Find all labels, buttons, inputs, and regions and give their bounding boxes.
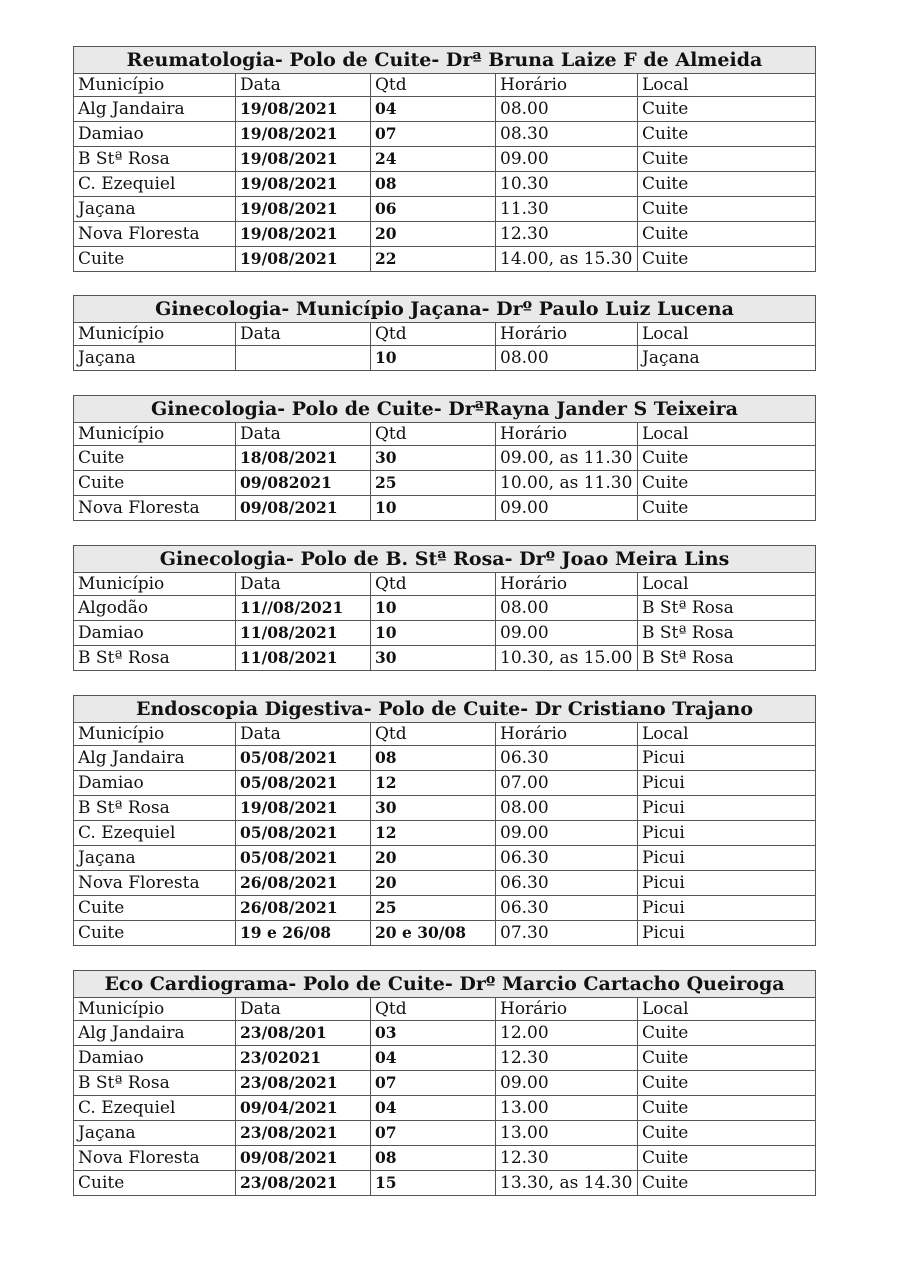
cell-horario: 12.30 xyxy=(496,222,638,247)
cell-local: Cuite xyxy=(638,1021,816,1046)
cell-municipio: Damiao xyxy=(74,771,236,796)
cell-municipio: B Stª Rosa xyxy=(74,147,236,172)
cell-local: Picui xyxy=(638,821,816,846)
table-row xyxy=(74,896,816,921)
column-header-local: Local xyxy=(638,573,816,596)
cell-data: 09/04/2021 xyxy=(236,1096,371,1121)
cell-data: 23/08/2021 xyxy=(236,1121,371,1146)
cell-municipio: Algodão xyxy=(74,596,236,621)
cell-municipio: Damiao xyxy=(74,122,236,147)
cell-local: Cuite xyxy=(638,1071,816,1096)
column-header-municipio: Município xyxy=(74,423,236,446)
cell-horario: 06.30 xyxy=(496,871,638,896)
schedule-document xyxy=(73,46,815,1196)
cell-data xyxy=(236,346,371,371)
cell-municipio: Alg Jandaira xyxy=(74,97,236,122)
table-row xyxy=(74,821,816,846)
cell-data: 18/08/2021 xyxy=(236,446,371,471)
table-title: Ginecologia- Polo de B. Stª Rosa- Drº Joao Meira Lins xyxy=(74,546,816,573)
column-header-data: Data xyxy=(236,998,371,1021)
cell-qtd: 30 xyxy=(371,796,496,821)
table-row xyxy=(74,921,816,946)
cell-horario: 13.00 xyxy=(496,1121,638,1146)
column-header-row xyxy=(74,998,816,1021)
cell-local: B Stª Rosa xyxy=(638,646,816,671)
cell-local: Cuite xyxy=(638,222,816,247)
cell-horario: 08.00 xyxy=(496,346,638,371)
cell-local: Cuite xyxy=(638,122,816,147)
column-header-horario: Horário xyxy=(496,323,638,346)
cell-municipio: C. Ezequiel xyxy=(74,172,236,197)
cell-horario: 09.00 xyxy=(496,821,638,846)
table-row xyxy=(74,796,816,821)
cell-qtd: 10 xyxy=(371,346,496,371)
cell-local: Picui xyxy=(638,896,816,921)
column-header-municipio: Município xyxy=(74,573,236,596)
cell-data: 23/08/2021 xyxy=(236,1071,371,1096)
cell-municipio: B Stª Rosa xyxy=(74,646,236,671)
table-row xyxy=(74,122,816,147)
cell-municipio: Nova Floresta xyxy=(74,1146,236,1171)
column-header-qtd: Qtd xyxy=(371,723,496,746)
column-header-horario: Horário xyxy=(496,423,638,446)
cell-horario: 06.30 xyxy=(496,746,638,771)
table-title-row xyxy=(74,546,816,573)
column-header-horario: Horário xyxy=(496,723,638,746)
table-row xyxy=(74,846,816,871)
cell-qtd: 10 xyxy=(371,496,496,521)
cell-horario: 06.30 xyxy=(496,846,638,871)
cell-local: Cuite xyxy=(638,147,816,172)
table-row xyxy=(74,1021,816,1046)
cell-data: 19/08/2021 xyxy=(236,147,371,172)
table-spacer xyxy=(73,521,815,545)
column-header-row xyxy=(74,423,816,446)
cell-horario: 09.00 xyxy=(496,1071,638,1096)
column-header-local: Local xyxy=(638,998,816,1021)
cell-data: 19/08/2021 xyxy=(236,172,371,197)
cell-data: 11/08/2021 xyxy=(236,621,371,646)
table-row xyxy=(74,471,816,496)
cell-horario: 10.30, as 15.00 xyxy=(496,646,638,671)
column-header-local: Local xyxy=(638,74,816,97)
cell-data: 19/08/2021 xyxy=(236,97,371,122)
cell-municipio: Nova Floresta xyxy=(74,496,236,521)
table-row xyxy=(74,222,816,247)
column-header-qtd: Qtd xyxy=(371,423,496,446)
cell-municipio: Cuite xyxy=(74,896,236,921)
column-header-municipio: Município xyxy=(74,998,236,1021)
table-title: Eco Cardiograma- Polo de Cuite- Drº Marcio Cartacho Queiroga xyxy=(74,971,816,998)
column-header-horario: Horário xyxy=(496,573,638,596)
cell-horario: 09.00 xyxy=(496,496,638,521)
cell-data: 26/08/2021 xyxy=(236,896,371,921)
cell-local: Picui xyxy=(638,846,816,871)
cell-qtd: 12 xyxy=(371,771,496,796)
cell-qtd: 06 xyxy=(371,197,496,222)
cell-local: Picui xyxy=(638,746,816,771)
column-header-local: Local xyxy=(638,323,816,346)
table-row xyxy=(74,621,816,646)
cell-municipio: B Stª Rosa xyxy=(74,796,236,821)
cell-municipio: Alg Jandaira xyxy=(74,746,236,771)
cell-horario: 08.00 xyxy=(496,596,638,621)
cell-municipio: Damiao xyxy=(74,1046,236,1071)
column-header-qtd: Qtd xyxy=(371,998,496,1021)
table-row xyxy=(74,1171,816,1196)
cell-qtd: 07 xyxy=(371,1121,496,1146)
table-row xyxy=(74,1146,816,1171)
cell-qtd: 08 xyxy=(371,746,496,771)
column-header-data: Data xyxy=(236,323,371,346)
column-header-qtd: Qtd xyxy=(371,323,496,346)
table-row xyxy=(74,247,816,272)
table-row xyxy=(74,97,816,122)
schedule-table xyxy=(73,970,816,1196)
table-title-row xyxy=(74,396,816,423)
table-spacer xyxy=(73,272,815,295)
table-row xyxy=(74,147,816,172)
table-row xyxy=(74,771,816,796)
cell-data: 19/08/2021 xyxy=(236,122,371,147)
cell-local: Cuite xyxy=(638,471,816,496)
column-header-local: Local xyxy=(638,723,816,746)
cell-qtd: 04 xyxy=(371,1096,496,1121)
cell-qtd: 25 xyxy=(371,896,496,921)
column-header-local: Local xyxy=(638,423,816,446)
cell-data: 19/08/2021 xyxy=(236,247,371,272)
cell-horario: 10.30 xyxy=(496,172,638,197)
cell-qtd: 20 xyxy=(371,222,496,247)
cell-data: 09/08/2021 xyxy=(236,496,371,521)
table-title-row xyxy=(74,47,816,74)
cell-local: Picui xyxy=(638,921,816,946)
cell-qtd: 22 xyxy=(371,247,496,272)
cell-data: 05/08/2021 xyxy=(236,771,371,796)
cell-data: 05/08/2021 xyxy=(236,746,371,771)
column-header-municipio: Município xyxy=(74,323,236,346)
cell-qtd: 12 xyxy=(371,821,496,846)
cell-qtd: 30 xyxy=(371,646,496,671)
cell-municipio: Jaçana xyxy=(74,346,236,371)
cell-data: 19/08/2021 xyxy=(236,796,371,821)
cell-horario: 07.00 xyxy=(496,771,638,796)
cell-municipio: Nova Floresta xyxy=(74,871,236,896)
table-row xyxy=(74,646,816,671)
cell-municipio: Alg Jandaira xyxy=(74,1021,236,1046)
cell-municipio: C. Ezequiel xyxy=(74,1096,236,1121)
cell-data: 26/08/2021 xyxy=(236,871,371,896)
table-spacer xyxy=(73,371,815,395)
table-row xyxy=(74,746,816,771)
cell-horario: 09.00 xyxy=(496,147,638,172)
column-header-row xyxy=(74,573,816,596)
cell-local: Cuite xyxy=(638,1096,816,1121)
cell-data: 23/02021 xyxy=(236,1046,371,1071)
column-header-municipio: Município xyxy=(74,74,236,97)
cell-qtd: 15 xyxy=(371,1171,496,1196)
cell-horario: 12.30 xyxy=(496,1146,638,1171)
cell-data: 19/08/2021 xyxy=(236,197,371,222)
cell-municipio: Jaçana xyxy=(74,1121,236,1146)
column-header-horario: Horário xyxy=(496,998,638,1021)
cell-data: 05/08/2021 xyxy=(236,821,371,846)
cell-data: 09/082021 xyxy=(236,471,371,496)
cell-qtd: 20 e 30/08 xyxy=(371,921,496,946)
table-row xyxy=(74,1046,816,1071)
column-header-row xyxy=(74,74,816,97)
schedule-table xyxy=(73,395,816,521)
table-row xyxy=(74,596,816,621)
cell-local: B Stª Rosa xyxy=(638,621,816,646)
cell-horario: 06.30 xyxy=(496,896,638,921)
schedule-table xyxy=(73,695,816,946)
schedule-table xyxy=(73,46,816,272)
column-header-row xyxy=(74,323,816,346)
cell-qtd: 03 xyxy=(371,1021,496,1046)
schedule-table xyxy=(73,545,816,671)
column-header-horario: Horário xyxy=(496,74,638,97)
cell-local: Cuite xyxy=(638,1146,816,1171)
cell-qtd: 20 xyxy=(371,846,496,871)
cell-municipio: Jaçana xyxy=(74,197,236,222)
column-header-data: Data xyxy=(236,573,371,596)
table-row xyxy=(74,1071,816,1096)
cell-local: Cuite xyxy=(638,172,816,197)
cell-horario: 11.30 xyxy=(496,197,638,222)
cell-local: Picui xyxy=(638,771,816,796)
cell-local: Picui xyxy=(638,871,816,896)
table-row xyxy=(74,197,816,222)
table-row xyxy=(74,346,816,371)
cell-municipio: Cuite xyxy=(74,247,236,272)
cell-horario: 08.30 xyxy=(496,122,638,147)
cell-horario: 07.30 xyxy=(496,921,638,946)
cell-local: B Stª Rosa xyxy=(638,596,816,621)
cell-local: Cuite xyxy=(638,496,816,521)
cell-qtd: 30 xyxy=(371,446,496,471)
table-row xyxy=(74,446,816,471)
cell-data: 19/08/2021 xyxy=(236,222,371,247)
cell-data: 19 e 26/08 xyxy=(236,921,371,946)
cell-local: Cuite xyxy=(638,197,816,222)
table-title-row xyxy=(74,696,816,723)
cell-data: 05/08/2021 xyxy=(236,846,371,871)
column-header-qtd: Qtd xyxy=(371,74,496,97)
table-row xyxy=(74,1121,816,1146)
table-row xyxy=(74,496,816,521)
table-spacer xyxy=(73,946,815,970)
cell-municipio: Damiao xyxy=(74,621,236,646)
cell-qtd: 08 xyxy=(371,172,496,197)
cell-horario: 09.00, as 11.30 xyxy=(496,446,638,471)
table-title-row xyxy=(74,296,816,323)
cell-horario: 14.00, as 15.30 xyxy=(496,247,638,272)
cell-municipio: Cuite xyxy=(74,471,236,496)
cell-local: Cuite xyxy=(638,1046,816,1071)
table-row xyxy=(74,172,816,197)
table-row xyxy=(74,871,816,896)
cell-municipio: B Stª Rosa xyxy=(74,1071,236,1096)
cell-horario: 13.30, as 14.30 xyxy=(496,1171,638,1196)
cell-qtd: 08 xyxy=(371,1146,496,1171)
cell-qtd: 24 xyxy=(371,147,496,172)
cell-horario: 10.00, as 11.30 xyxy=(496,471,638,496)
cell-horario: 13.00 xyxy=(496,1096,638,1121)
cell-horario: 12.30 xyxy=(496,1046,638,1071)
table-title: Ginecologia- Polo de Cuite- DrªRayna Jander S Teixeira xyxy=(74,396,816,423)
cell-municipio: Cuite xyxy=(74,921,236,946)
column-header-row xyxy=(74,723,816,746)
cell-local: Picui xyxy=(638,796,816,821)
cell-local: Jaçana xyxy=(638,346,816,371)
cell-data: 11/08/2021 xyxy=(236,646,371,671)
cell-municipio: Cuite xyxy=(74,1171,236,1196)
cell-horario: 08.00 xyxy=(496,97,638,122)
schedule-table xyxy=(73,295,816,371)
cell-qtd: 25 xyxy=(371,471,496,496)
table-title-row xyxy=(74,971,816,998)
cell-local: Cuite xyxy=(638,1121,816,1146)
cell-local: Cuite xyxy=(638,1171,816,1196)
column-header-qtd: Qtd xyxy=(371,573,496,596)
cell-data: 23/08/2021 xyxy=(236,1171,371,1196)
column-header-municipio: Município xyxy=(74,723,236,746)
cell-qtd: 04 xyxy=(371,1046,496,1071)
cell-qtd: 10 xyxy=(371,596,496,621)
cell-data: 09/08/2021 xyxy=(236,1146,371,1171)
cell-municipio: C. Ezequiel xyxy=(74,821,236,846)
cell-data: 11//08/2021 xyxy=(236,596,371,621)
cell-municipio: Cuite xyxy=(74,446,236,471)
table-title: Reumatologia- Polo de Cuite- Drª Bruna Laize F de Almeida xyxy=(74,47,816,74)
cell-local: Cuite xyxy=(638,247,816,272)
table-title: Ginecologia- Município Jaçana- Drº Paulo Luiz Lucena xyxy=(74,296,816,323)
cell-qtd: 07 xyxy=(371,122,496,147)
cell-qtd: 10 xyxy=(371,621,496,646)
cell-municipio: Nova Floresta xyxy=(74,222,236,247)
cell-municipio: Jaçana xyxy=(74,846,236,871)
cell-qtd: 07 xyxy=(371,1071,496,1096)
column-header-data: Data xyxy=(236,74,371,97)
cell-local: Cuite xyxy=(638,97,816,122)
column-header-data: Data xyxy=(236,723,371,746)
table-row xyxy=(74,1096,816,1121)
cell-qtd: 20 xyxy=(371,871,496,896)
column-header-data: Data xyxy=(236,423,371,446)
table-spacer xyxy=(73,671,815,695)
cell-data: 23/08/201 xyxy=(236,1021,371,1046)
cell-horario: 12.00 xyxy=(496,1021,638,1046)
cell-horario: 09.00 xyxy=(496,621,638,646)
cell-local: Cuite xyxy=(638,446,816,471)
cell-horario: 08.00 xyxy=(496,796,638,821)
cell-qtd: 04 xyxy=(371,97,496,122)
table-title: Endoscopia Digestiva- Polo de Cuite- Dr Cristiano Trajano xyxy=(74,696,816,723)
